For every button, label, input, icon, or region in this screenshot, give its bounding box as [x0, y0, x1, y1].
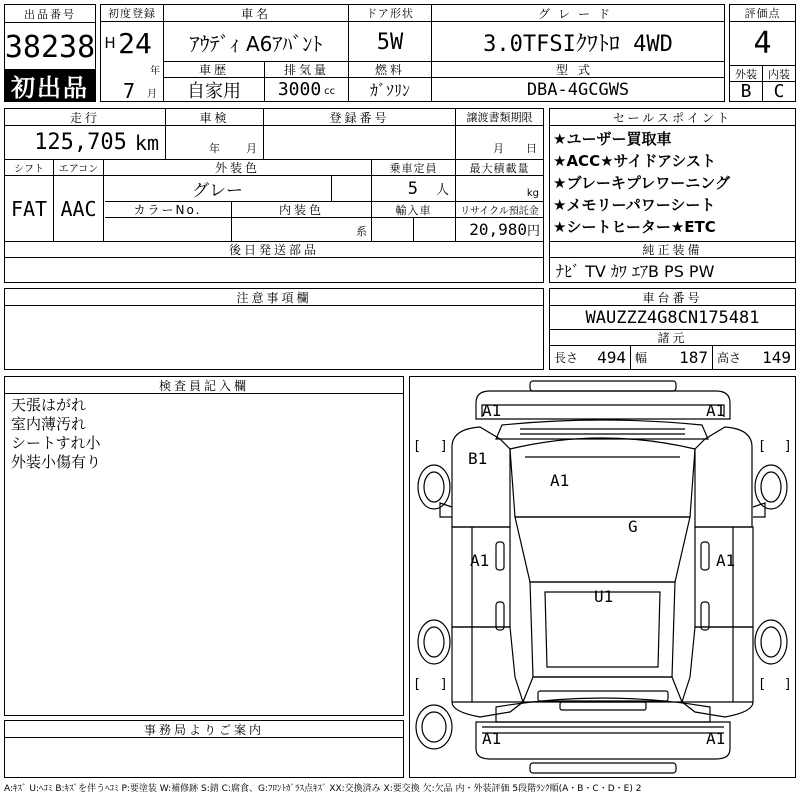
inspector-notes-label: 検査員記入欄 [5, 377, 403, 393]
dim-length [550, 346, 630, 369]
inspection-month-unit: 月 [246, 142, 257, 155]
int-color-label: 内装色 [232, 202, 371, 217]
mileage [5, 126, 165, 159]
load-unit: kg [526, 188, 539, 199]
sales-points-box [549, 108, 796, 283]
reg-number-label: 登録番号 [264, 109, 455, 125]
transfer-day-unit: 日 [526, 142, 537, 155]
recycle-fee-value: 20,980 [469, 220, 527, 239]
damage-bonnet-left: B1 [468, 449, 488, 468]
notes-box [4, 288, 544, 370]
max-load-label: 最大積載量 [456, 160, 543, 175]
office-notice-content [5, 738, 403, 777]
displacement-value: 3000 [277, 79, 322, 100]
interior-label: 内装 [768, 67, 790, 81]
inspector-note: 室内薄汚れ [11, 415, 87, 433]
exterior-label: 外装 [735, 67, 757, 81]
sales-point: ★ユーザー買取車 [553, 130, 672, 148]
color-no-label: カラーNo. [104, 202, 231, 217]
fuel-label: 燃料 [349, 62, 431, 77]
genuine-equipment: ﾅﾋﾞ TV ｶﾜ ｴｱB PS PW [556, 261, 715, 281]
model-code-label: 型式 [432, 62, 724, 77]
lot-number-label: 出品番号 [5, 5, 95, 23]
inspection-label: 車検 [166, 109, 263, 125]
first-reg-label: 初度登録 [101, 5, 163, 21]
grade-label: グレード [432, 5, 724, 21]
dim-width [631, 346, 712, 369]
specs-label: 諸元 [550, 330, 795, 345]
inspection-date [166, 126, 263, 159]
chassis-number: WAUZZZ4G8CN175481 [585, 307, 760, 328]
mileage-value: 125,705 [34, 130, 127, 155]
office-notice-label: 事務局よりご案内 [5, 721, 403, 737]
inspection-year-unit: 年 [209, 142, 220, 155]
details-box [4, 108, 544, 283]
ext-color: グレー [192, 181, 243, 201]
first-listing-badge: 初出品 [5, 69, 95, 101]
office-box [4, 720, 404, 778]
displacement-unit: cc [324, 86, 336, 97]
car-name: ｱｳﾃﾞｨ A6ｱﾊﾞﾝﾄ [189, 31, 323, 56]
damage-front-right: A1 [706, 401, 726, 420]
sales-point: ★シートヒーター★ETC [553, 218, 716, 236]
car-name-label: 車名 [164, 5, 348, 21]
genuine-equipment-label: 純正装備 [550, 242, 795, 257]
notes-content [5, 306, 543, 369]
recycle-fee [456, 218, 543, 241]
door-type: 5W [376, 29, 404, 55]
height-value: 149 [762, 348, 791, 367]
bracket-right-top: [ [758, 439, 766, 454]
transfer-deadline [456, 126, 543, 159]
interior-grade: C [773, 82, 785, 101]
displacement [265, 78, 348, 101]
max-load [456, 176, 543, 201]
inspector-note: シートすれ小 [11, 434, 101, 452]
reg-year: 24 [118, 26, 152, 60]
shift-label: シフト [5, 160, 53, 175]
history: 自家用 [187, 80, 241, 101]
damage-left-side: A1 [470, 551, 490, 570]
bracket-right-top-close: ] [784, 439, 792, 454]
damage-bonnet: A1 [550, 471, 570, 490]
sales-points-label: セールスポイント [550, 109, 795, 125]
length-label: 長さ [554, 351, 579, 365]
lot-number: 38238 [5, 29, 95, 65]
color-no [104, 218, 231, 241]
damage-rear-right: A1 [706, 729, 726, 748]
damage-windshield: G [628, 517, 638, 536]
transfer-month-unit: 月 [493, 142, 504, 155]
mileage-unit: km [134, 130, 159, 155]
later-parts-label: 後日発送部品 [5, 242, 543, 257]
int-color-suffix: 系 [356, 225, 367, 238]
width-value: 187 [679, 348, 708, 367]
sales-point: ★ブレーキプレワーニング [553, 174, 730, 192]
length-value: 494 [597, 348, 626, 367]
car-outline [410, 377, 795, 777]
sales-point: ★メモリーパワーシート [553, 196, 716, 214]
inspector-box [4, 376, 404, 716]
height-label: 高さ [717, 351, 742, 365]
damage-rear-left: A1 [482, 729, 502, 748]
dim-height [713, 346, 795, 369]
ext-color-label: 外装色 [104, 160, 371, 175]
inspector-note: 外装小傷有り [11, 453, 102, 471]
sales-points-list [553, 128, 793, 238]
reg-number [264, 126, 455, 159]
bracket-left-top-close: ] [440, 439, 448, 454]
displacement-label: 排気量 [265, 62, 348, 77]
capacity [372, 176, 455, 201]
recycle-fee-unit: 円 [526, 224, 540, 239]
sales-point: ★ACC★サイドアシスト [553, 152, 716, 170]
overall-score: 4 [753, 26, 772, 61]
later-parts [5, 258, 543, 282]
score-label: 評価点 [730, 5, 795, 21]
mileage-label: 走行 [5, 109, 165, 125]
aircon: AAC [60, 196, 97, 221]
chassis-no-label: 車台番号 [550, 289, 795, 305]
bracket-left-bottom: [ [413, 677, 421, 692]
vehicle-header-box [100, 4, 725, 102]
int-color [232, 218, 371, 241]
exterior-grade: B [740, 82, 752, 101]
reg-era: H [104, 34, 116, 52]
notes-label: 注意事項欄 [5, 289, 543, 305]
bracket-right-bottom-close: ] [784, 677, 792, 692]
capacity-value: 5 [407, 178, 418, 199]
history-label: 車歴 [164, 62, 264, 77]
transfer-deadline-label: 譲渡書類期限 [456, 109, 543, 125]
reg-month-unit: 月 [147, 88, 157, 99]
damage-right-side: A1 [716, 551, 736, 570]
door-type-label: ドア形状 [349, 5, 431, 21]
damage-front-left: A1 [482, 401, 502, 420]
model-code: DBA-4GCGWS [526, 79, 630, 100]
capacity-label: 乗車定員 [372, 160, 455, 175]
inspector-notes-list [11, 396, 101, 472]
aircon-label: エアコン [54, 160, 103, 175]
damage-diagram [409, 376, 796, 778]
reg-month: 7 [122, 81, 136, 101]
width-label: 幅 [635, 351, 648, 365]
capacity-unit: 人 [435, 183, 449, 198]
recycle-label: リサイクル預託金 [456, 202, 543, 217]
footer-legend: A:ｷｽﾞ U:ﾍｺﾐ B:ｷｽﾞを伴うﾍｺﾐ P:要塗装 W:補修跡 S:錆 C:腐食、G:ﾌﾛﾝﾄｶﾞﾗｽ点ｷｽﾞ XX:交換済み X:要交換 欠:欠品 内・外装評価 5段階ﾗﾝｸ順(A・B・C・D・E) 2 [4, 784, 642, 794]
shift: FAT [10, 196, 48, 221]
grade: 3.0TFSIｸﾜﾄﾛ 4WD [483, 31, 673, 57]
bracket-left-top: [ [413, 439, 421, 454]
inspector-note: 天張はがれ [11, 396, 87, 414]
bracket-left-bottom-close: ] [440, 677, 448, 692]
lot-number-box [4, 4, 96, 102]
bracket-right-bottom: [ [758, 677, 766, 692]
import-label: 輸入車 [372, 202, 455, 217]
chassis-box [549, 288, 796, 370]
reg-year-unit: 年 [150, 65, 160, 77]
score-box [729, 4, 796, 102]
fuel: ｶﾞｿﾘﾝ [369, 81, 410, 100]
damage-roof: U1 [594, 587, 614, 606]
